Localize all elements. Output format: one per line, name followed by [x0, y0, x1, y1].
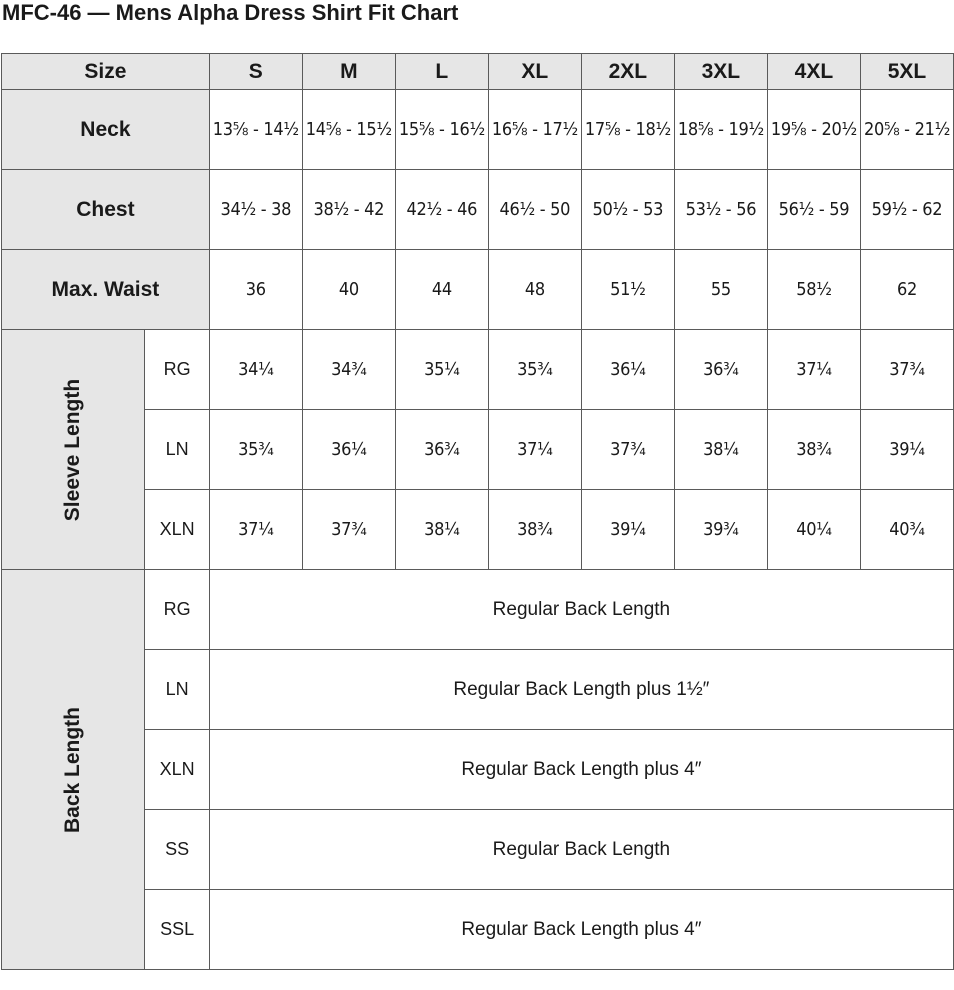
- sleeve-value: 39¼: [860, 410, 953, 490]
- chest-value: 56½ - 59: [767, 170, 860, 250]
- waist-label: Max. Waist: [2, 250, 210, 330]
- sleeve-value: 40¾: [860, 490, 953, 570]
- waist-value: 40: [302, 250, 395, 330]
- size-header-m: M: [302, 54, 395, 90]
- neck-value: 15⅝ - 16½: [395, 90, 488, 170]
- back-length-text: Regular Back Length: [209, 810, 953, 890]
- waist-row: [2, 250, 954, 330]
- back-length-text: Regular Back Length: [209, 570, 953, 650]
- sleeve-value: 35¾: [488, 330, 581, 410]
- waist-value: 58½: [767, 250, 860, 330]
- back-length-text: Regular Back Length plus 4″: [209, 890, 953, 970]
- sleeve-value: 35¾: [209, 410, 302, 490]
- sleeve-value: 37¾: [302, 490, 395, 570]
- sleeve-value: 38¾: [767, 410, 860, 490]
- sleeve-value: 36¼: [581, 330, 674, 410]
- chest-value: 42½ - 46: [395, 170, 488, 250]
- sleeve-value: 37¾: [581, 410, 674, 490]
- size-header-l: L: [395, 54, 488, 90]
- back-row-xln: [2, 730, 954, 810]
- size-header-3xl: 3XL: [674, 54, 767, 90]
- size-header-label: Size: [2, 54, 210, 90]
- size-header-4xl: 4XL: [767, 54, 860, 90]
- waist-value: 55: [674, 250, 767, 330]
- back-row-rg: [2, 570, 954, 650]
- sleeve-value: 40¼: [767, 490, 860, 570]
- sleeve-code: LN: [145, 410, 209, 490]
- size-header-s: S: [209, 54, 302, 90]
- back-code: SSL: [145, 890, 209, 970]
- chest-label: Chest: [2, 170, 210, 250]
- sleeve-code: RG: [145, 330, 209, 410]
- neck-value: 17⅝ - 18½: [581, 90, 674, 170]
- sleeve-code: XLN: [145, 490, 209, 570]
- back-row-ss: [2, 810, 954, 890]
- chest-value: 59½ - 62: [860, 170, 953, 250]
- neck-value: 20⅝ - 21½: [860, 90, 953, 170]
- sleeve-value: 34¼: [209, 330, 302, 410]
- sleeve-value: 38¾: [488, 490, 581, 570]
- sleeve-length-label: Sleeve Length: [2, 330, 145, 570]
- waist-value: 36: [209, 250, 302, 330]
- size-header-5xl: 5XL: [860, 54, 953, 90]
- back-row-ssl: [2, 890, 954, 970]
- page-title: MFC-46 — Mens Alpha Dress Shirt Fit Chart: [2, 0, 459, 25]
- sleeve-value: 38¼: [395, 490, 488, 570]
- waist-value: 51½: [581, 250, 674, 330]
- sleeve-value: 36¼: [302, 410, 395, 490]
- neck-value: 19⅝ - 20½: [767, 90, 860, 170]
- size-header-xl: XL: [488, 54, 581, 90]
- back-row-ln: [2, 650, 954, 730]
- sleeve-value: 36¾: [395, 410, 488, 490]
- sleeve-row-rg: [2, 330, 954, 410]
- chest-value: 53½ - 56: [674, 170, 767, 250]
- waist-value: 44: [395, 250, 488, 330]
- chest-value: 38½ - 42: [302, 170, 395, 250]
- waist-value: 62: [860, 250, 953, 330]
- fit-chart-table: [1, 53, 954, 970]
- back-code: XLN: [145, 730, 209, 810]
- chest-value: 34½ - 38: [209, 170, 302, 250]
- sleeve-value: 39¾: [674, 490, 767, 570]
- back-length-text: Regular Back Length plus 4″: [209, 730, 953, 810]
- chest-row: [2, 170, 954, 250]
- neck-value: 16⅝ - 17½: [488, 90, 581, 170]
- sleeve-value: 39¼: [581, 490, 674, 570]
- chest-value: 50½ - 53: [581, 170, 674, 250]
- sleeve-value: 37¼: [767, 330, 860, 410]
- neck-value: 13⅝ - 14½: [209, 90, 302, 170]
- neck-value: 18⅝ - 19½: [674, 90, 767, 170]
- size-header-row: [2, 54, 954, 90]
- sleeve-value: 35¼: [395, 330, 488, 410]
- sleeve-row-xln: [2, 490, 954, 570]
- waist-value: 48: [488, 250, 581, 330]
- neck-row: [2, 90, 954, 170]
- neck-value: 14⅝ - 15½: [302, 90, 395, 170]
- sleeve-value: 36¾: [674, 330, 767, 410]
- sleeve-value: 37¼: [209, 490, 302, 570]
- sleeve-value: 34¾: [302, 330, 395, 410]
- back-code: LN: [145, 650, 209, 730]
- back-length-label: Back Length: [2, 570, 145, 970]
- size-header-2xl: 2XL: [581, 54, 674, 90]
- sleeve-value: 37¾: [860, 330, 953, 410]
- sleeve-value: 37¼: [488, 410, 581, 490]
- back-code: SS: [145, 810, 209, 890]
- chest-value: 46½ - 50: [488, 170, 581, 250]
- back-length-text: Regular Back Length plus 1½″: [209, 650, 953, 730]
- back-code: RG: [145, 570, 209, 650]
- neck-label: Neck: [2, 90, 210, 170]
- sleeve-value: 38¼: [674, 410, 767, 490]
